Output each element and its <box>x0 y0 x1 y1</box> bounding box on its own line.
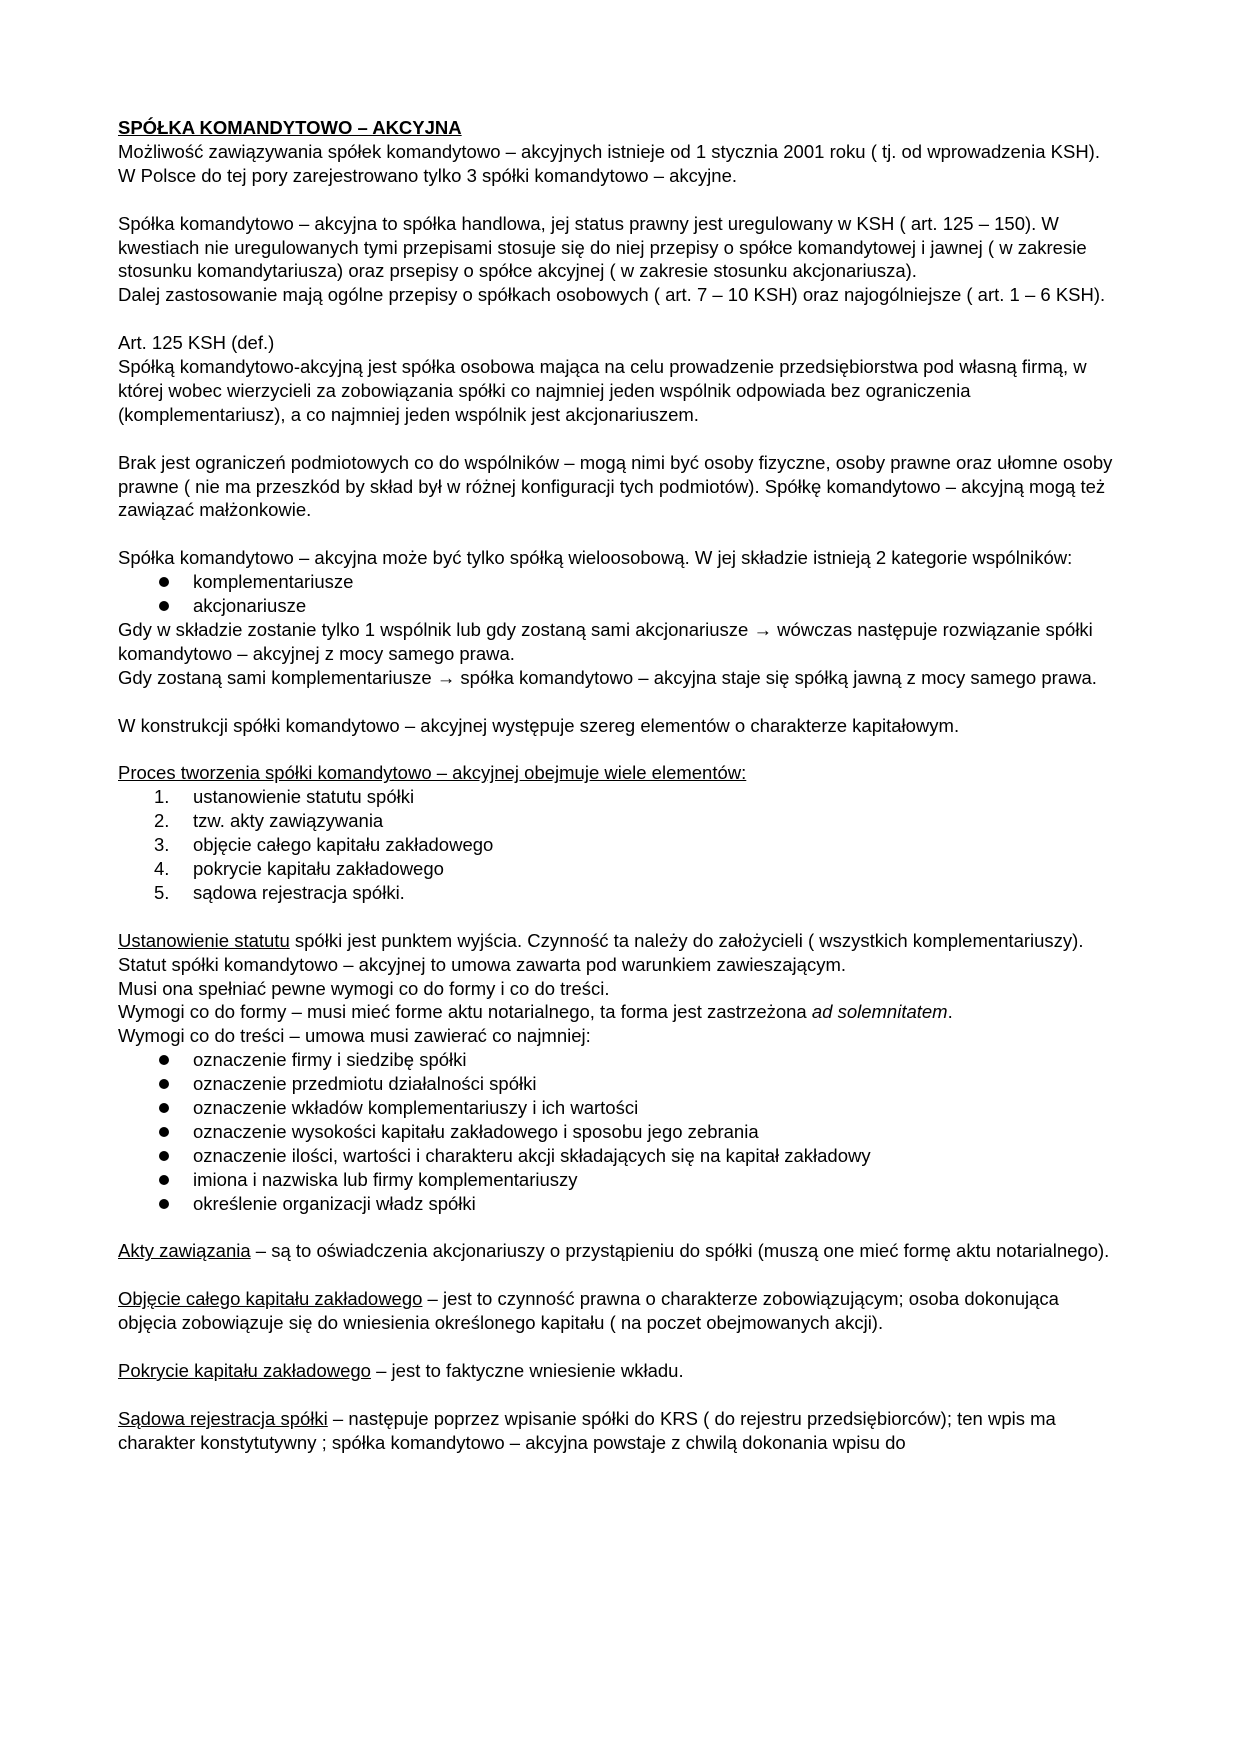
statute-requirements: Musi ona spełniać pewne wymogi co do formy i co do treści. <box>118 977 610 999</box>
content-requirements-list <box>118 1048 1118 1215</box>
form-requirements: Wymogi co do formy – musi mieć forme aktu notarialnego, ta forma jest zastrzeżona ad solemnitatem. <box>118 1001 953 1023</box>
definition-heading: Art. 125 KSH (def.) <box>118 332 275 354</box>
list-text: ustanowienie statutu spółki <box>193 786 415 808</box>
list-item: określenie organizacji władz spółki <box>118 1192 1118 1216</box>
document-title: SPÓŁKA KOMANDYTOWO – AKCYJNA <box>118 117 462 138</box>
subscription-term: Objęcie całego kapitału zakładowego <box>118 1288 423 1310</box>
list-item: oznaczenie firmy i siedzibę spółki <box>118 1048 1118 1072</box>
intro-paragraph-2: W Polsce do tej pory zarejestrowano tylko 3 spółki komandytowo – akcyjne. <box>118 164 738 186</box>
list-item <box>118 857 1118 881</box>
list-item: oznaczenie ilości, wartości i charakteru akcji składających się na kapitał zakładowy <box>118 1144 1118 1168</box>
list-item: imiona i nazwiska lub firmy komplementariuszy <box>118 1168 1118 1192</box>
list-item: oznaczenie przedmiotu działalności spółki <box>118 1072 1118 1096</box>
list-number: 4. <box>154 858 170 879</box>
process-steps-list <box>118 785 1118 905</box>
dissolution-paragraph: Gdy w składzie zostanie tylko 1 wspólnik lub gdy zostaną sami akcjonariusze → wówczas następuje rozwiązanie spółki komandytowo – akcyjnej z mocy samego prawa. <box>118 618 1093 664</box>
statute-paragraph: Ustanowienie statutu spółki jest punktem wyjścia. Czynność ta należy do założycieli ( wszystkich komplementariuszy). <box>118 929 1084 951</box>
transformation-paragraph: Gdy zostaną sami komplementariusze → spółka komandytowo – akcyjna staje się spółką jawną z mocy samego prawa. <box>118 666 1097 688</box>
partner-categories-list <box>118 570 1118 618</box>
list-item <box>118 785 1118 809</box>
list-item: oznaczenie wysokości kapitału zakładowego i sposobu jego zebrania <box>118 1120 1118 1144</box>
coverage-paragraph: Pokrycie kapitału zakładowego – jest to faktyczne wniesienie wkładu. <box>118 1359 684 1381</box>
coverage-term: Pokrycie kapitału zakładowego <box>118 1359 371 1381</box>
process-heading: Proces tworzenia spółki komandytowo – akcyjnej obejmuje wiele elementów: <box>118 762 747 784</box>
list-number: 3. <box>154 834 170 856</box>
list-item <box>118 809 1118 833</box>
registration-paragraph: Sądowa rejestracja spółki – następuje poprzez wpisanie spółki do KRS ( do rejestru przedsiębiorców); ten wpis ma charakter konstytutywny ; spółka komandytowo – akcyjna powstaje z chwilą dokonania wpisu do <box>118 1407 1056 1453</box>
document-page <box>118 116 1118 1455</box>
acts-paragraph: Akty zawiązania – są to oświadczenia akcjonariuszy o przystąpieniu do spółki (muszą one mieć formę aktu notarialnego). <box>118 1240 1110 1262</box>
list-text: sądowa rejestracja spółki. <box>193 881 405 903</box>
partners-limits-paragraph: Brak jest ograniczeń podmiotowych co do wspólników – mogą nimi być osoby fizyczne, osoby prawne oraz ułomne osoby prawne ( nie ma przeszkód by skład był w różnej konfiguracji tych podmiotów). Spółkę komandytowo – akcyjną mogą też zawiązać małżonkowie. <box>118 451 1113 521</box>
general-provisions-paragraph: Dalej zastosowanie mają ogólne przepisy o spółkach osobowych ( art. 7 – 10 KSH) oraz najogólniejsze ( art. 1 – 6 KSH). <box>118 284 1106 306</box>
legal-status-paragraph: Spółka komandytowo – akcyjna to spółka handlowa, jej status prawny jest uregulowany w KSH ( art. 125 – 150). W kwestiach nie uregulowanych tymi przepisami stosuje się do niej przepisy o spółce komandytowej i jawnej ( w zakresie stosunku komandytariusza) oraz prsepisy o spółce akcyjnej ( w zakresie stosunku akcjonariusza). <box>118 212 1087 282</box>
definition-text: Spółką komandytowo-akcyjną jest spółka osobowa mająca na celu prowadzenie przedsiębiorstwa pod własną firmą, w której wobec wierzycieli za zobowiązania spółki co najmniej jeden wspólnik odpowiada bez ograniczenia (komplementariusz), a co najmniej jeden wspólnik jest akcjonariuszem. <box>118 356 1087 425</box>
acts-term: Akty zawiązania <box>118 1240 251 1262</box>
intro-paragraph-1: Możliwość zawiązywania spółek komandytowo – akcyjnych istnieje od 1 stycznia 2001 roku ( tj. od wprowadzenia KSH). <box>118 140 1100 162</box>
list-text: tzw. akty zawiązywania <box>193 810 384 832</box>
latin-term: ad solemnitatem <box>811 1001 948 1023</box>
list-item: komplementariusze <box>118 570 1118 594</box>
list-item: oznaczenie wkładów komplementariuszy i ich wartości <box>118 1096 1118 1120</box>
statute-definition: Statut spółki komandytowo – akcyjnej to umowa zawarta pod warunkiem zawieszającym. <box>118 953 846 975</box>
list-item <box>118 881 1118 905</box>
subscription-paragraph: Objęcie całego kapitału zakładowego – jest to czynność prawna o charakterze zobowiązującym; osoba dokonująca objęcia zobowiązuje się do wniesienia określonego kapitału ( na poczet obejmowanych akcji). <box>118 1288 1059 1334</box>
registration-term: Sądowa rejestracja spółki <box>118 1407 328 1429</box>
list-number: 5. <box>154 881 170 903</box>
list-item <box>118 833 1118 857</box>
list-text: objęcie całego kapitału zakładowego <box>193 834 494 856</box>
multi-person-paragraph: Spółka komandytowo – akcyjna może być tylko spółką wieloosobową. W jej składzie istnieją 2 kategorie wspólników: <box>118 547 1073 569</box>
list-number: 2. <box>154 810 170 832</box>
content-requirements: Wymogi co do treści – umowa musi zawierać co najmniej: <box>118 1025 591 1047</box>
list-number: 1. <box>154 786 170 808</box>
list-item: akcjonariusze <box>118 594 1118 618</box>
capital-paragraph: W konstrukcji spółki komandytowo – akcyjnej występuje szereg elementów o charakterze kapitałowym. <box>118 714 960 736</box>
list-text: pokrycie kapitału zakładowego <box>193 858 444 879</box>
statute-term: Ustanowienie statutu <box>118 929 290 951</box>
